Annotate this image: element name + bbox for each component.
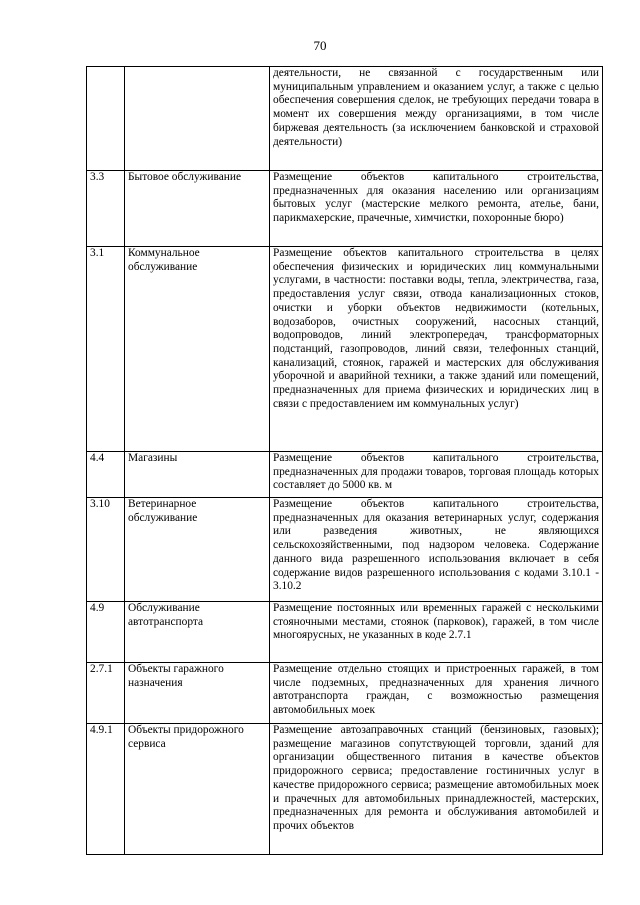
name-cell: Объекты придорожного сервиса (125, 724, 270, 855)
table-row (87, 724, 603, 855)
name-cell: Магазины (125, 452, 270, 498)
code-cell: 3.1 (87, 247, 125, 452)
description-cell: деятельности, не связанной с государственным или муниципальным управлением и оказанием услуг, а также с целью обеспечения совершения сделок, не требующих передачи товара в момент их совершения между организациями, в том числе биржевая деятельность (за исключением банковской и страховой деятельности) (270, 67, 603, 171)
table-row (87, 67, 603, 171)
table-row (87, 171, 603, 247)
code-cell: 3.3 (87, 171, 125, 247)
name-cell: Коммунальное обслуживание (125, 247, 270, 452)
code-cell: 4.9.1 (87, 724, 125, 855)
name-cell: Обслуживание автотранспорта (125, 602, 270, 663)
table-row (87, 663, 603, 724)
code-cell: 2.7.1 (87, 663, 125, 724)
description-cell: Размещение объектов капитального строительства, предназначенных для оказания ветеринарных услуг, содержания или разведения животных, не являющихся сельскохозяйственными, под надзором человека. Содержание данного вида разрешенного использования включает в себя содержание видов разрешенного использования с кодами 3.10.1 - 3.10.2 (270, 498, 603, 602)
description-cell: Размещение объектов капитального строительства, предназначенных для продажи товаров, торговая площадь которых составляет до 5000 кв. м (270, 452, 603, 498)
code-cell: 4.9 (87, 602, 125, 663)
name-cell: Ветеринарное обслуживание (125, 498, 270, 602)
description-cell: Размещение автозаправочных станций (бензиновых, газовых); размещение магазинов сопутствующей торговли, зданий для организации общественного питания в качестве объектов придорожного сервиса; предоставление гостиничных услуг в качестве придорожного сервиса; размещение автомобильных моек и прачечных для автомобильных принадлежностей, мастерских, предназначенных для ремонта и обслуживания автомобилей и прочих объектов (270, 724, 603, 855)
name-cell: Бытовое обслуживание (125, 171, 270, 247)
code-cell: 4.4 (87, 452, 125, 498)
page-number: 70 (313, 38, 327, 53)
description-cell: Размещение постоянных или временных гаражей с несколькими стояночными местами, стоянок (парковок), гаражей, в том числе многоярусных, не указанных в коде 2.7.1 (270, 602, 603, 663)
table-row (87, 247, 603, 452)
code-cell (87, 67, 125, 171)
name-cell: Объекты гаражного назначения (125, 663, 270, 724)
code-cell: 3.10 (87, 498, 125, 602)
table-row (87, 452, 603, 498)
description-cell: Размещение объектов капитального строительства в целях обеспечения физических и юридических лиц коммунальными услугами, в частности: поставки воды, тепла, электричества, газа, предоставления услуг связи, отвода канализационных стоков, очистки и уборки объектов недвижимости (котельных, водозаборов, очистных сооружений, насосных станций, водопроводов, линий электропередач, трансформаторных подстанций, газопроводов, линий связи, телефонных станций, канализаций, стоянок, гаражей и мастерских для обслуживания уборочной и аварийной техники, а также зданий или помещений, предназначенных для приема физических и юридических лиц в связи с предоставлением им коммунальных услуг) (270, 247, 603, 452)
land-use-table (86, 66, 603, 855)
description-cell: Размещение отдельно стоящих и пристроенных гаражей, в том числе подземных, предназначенных для хранения личного автотранспорта граждан, с возможностью размещения автомобильных моек (270, 663, 603, 724)
table-row (87, 602, 603, 663)
description-cell: Размещение объектов капитального строительства, предназначенных для оказания населению или организациям бытовых услуг (мастерские мелкого ремонта, ателье, бани, парикмахерские, прачечные, химчистки, похоронные бюро) (270, 171, 603, 247)
name-cell (125, 67, 270, 171)
table-row (87, 498, 603, 602)
